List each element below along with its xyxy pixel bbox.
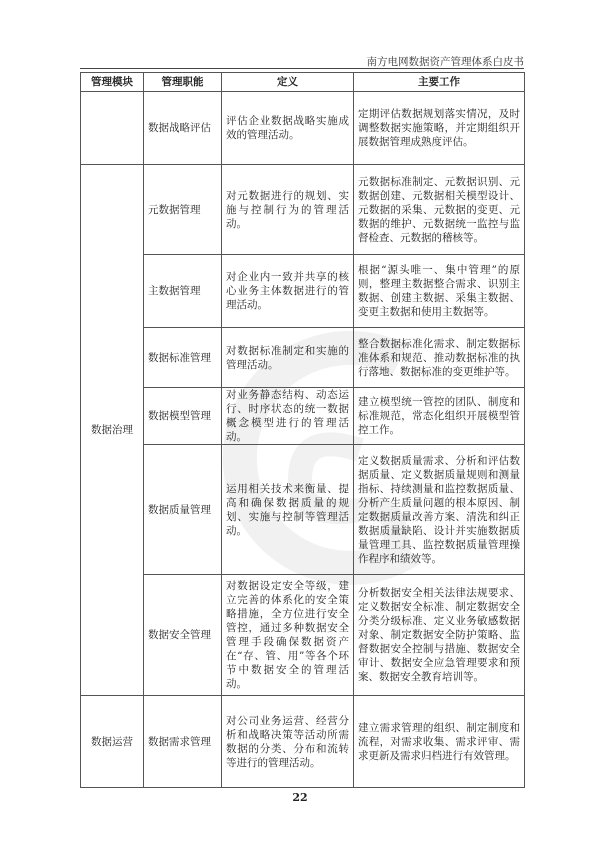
module-cell: 数据治理 <box>81 165 144 696</box>
column-header-work: 主要工作 <box>354 73 525 92</box>
table-row <box>81 575 525 696</box>
work-cell: 定义数据质量需求、分析和评估数据质量、定义数据质量规则和测量指标、持续测量和监控数据质量、分析产生质量问题的根本原因、制定数据质量改善方案、清洗和纠正数据质量缺陷、设计并实施数据质量管理工具、监控数据质量管理操作程序和绩效等。 <box>354 445 525 575</box>
column-header-module: 管理模块 <box>81 73 144 92</box>
table-row <box>81 328 525 388</box>
definition-cell: 对数据标准制定和实施的管理活动。 <box>222 328 354 388</box>
work-cell: 根据“源头唯一、集中管理”的原则，整理主数据整合需求、识别主数据、创建主数据、采集主数据、变更主数据和使用主数据等。 <box>354 255 525 328</box>
table-row <box>81 165 525 255</box>
header-rule <box>80 68 524 69</box>
function-cell: 数据需求管理 <box>144 696 222 788</box>
work-cell: 建立需求管理的组织、制定制度和流程，对需求收集、需求评审、需求更新及需求归档进行有效管理。 <box>354 696 525 788</box>
running-header: 南方电网数据资产管理体系白皮书 <box>366 56 524 68</box>
function-cell: 数据标准管理 <box>144 328 222 388</box>
definition-cell: 对数据设定安全等级，建立完善的体系化的安全策略措施，全方位进行安全管控，通过多种数据安全管理手段确保数据资产在“存、管、用”等各个环节中数据安全的管理活动。 <box>222 575 354 696</box>
definition-cell: 评估企业数据战略实施成效的管理活动。 <box>222 92 354 165</box>
table-row <box>81 696 525 788</box>
table-header-row <box>81 73 525 92</box>
table-row <box>81 445 525 575</box>
module-cell <box>81 92 144 165</box>
function-cell: 主数据管理 <box>144 255 222 328</box>
table-row <box>81 92 525 165</box>
table-row <box>81 255 525 328</box>
module-cell: 数据运营 <box>81 696 144 788</box>
definition-cell: 对元数据进行的规划、实施与控制行为的管理活动。 <box>222 165 354 255</box>
definition-cell: 运用相关技术来衡量、提高和确保数据质量的规划、实施与控制等管理活动。 <box>222 445 354 575</box>
definition-cell: 对企业内一致并共享的核心业务主体数据进行的管理活动。 <box>222 255 354 328</box>
management-function-table <box>80 72 525 788</box>
page-number: 22 <box>292 791 308 804</box>
column-header-definition: 定义 <box>222 73 354 92</box>
function-cell: 数据安全管理 <box>144 575 222 696</box>
column-header-function: 管理职能 <box>144 73 222 92</box>
work-cell: 元数据标准制定、元数据识别、元数据创建、元数据相关模型设计、元数据的采集、元数据的变更、元数据的维护、元数据统一监控与监督检查、元数据的稽核等。 <box>354 165 525 255</box>
work-cell: 分析数据安全相关法律法规要求、定义数据安全标准、制定数据安全分类分级标准、定义业务敏感数据对象、制定数据安全防护策略、监督数据安全控制与措施、数据安全审计、数据安全应急管理要求和预案、数据安全教育培训等。 <box>354 575 525 696</box>
work-cell: 定期评估数据规划落实情况，及时调整数据实施策略，并定期组织开展数据管理成熟度评估。 <box>354 92 525 165</box>
definition-cell: 对公司业务运营、经营分析和战略决策等活动所需数据的分类、分布和流转等进行的管理活动。 <box>222 696 354 788</box>
work-cell: 整合数据标准化需求、制定数据标准体系和规范、推动数据标准的执行落地、数据标准的变更维护等。 <box>354 328 525 388</box>
definition-cell: 对业务静态结构、动态运行、时序状态的统一数据概念模型进行的管理活动。 <box>222 388 354 445</box>
function-cell: 元数据管理 <box>144 165 222 255</box>
function-cell: 数据战略评估 <box>144 92 222 165</box>
function-cell: 数据质量管理 <box>144 445 222 575</box>
function-cell: 数据模型管理 <box>144 388 222 445</box>
table-row <box>81 388 525 445</box>
work-cell: 建立模型统一管控的团队、制度和标准规范，常态化组织开展模型管控工作。 <box>354 388 525 445</box>
